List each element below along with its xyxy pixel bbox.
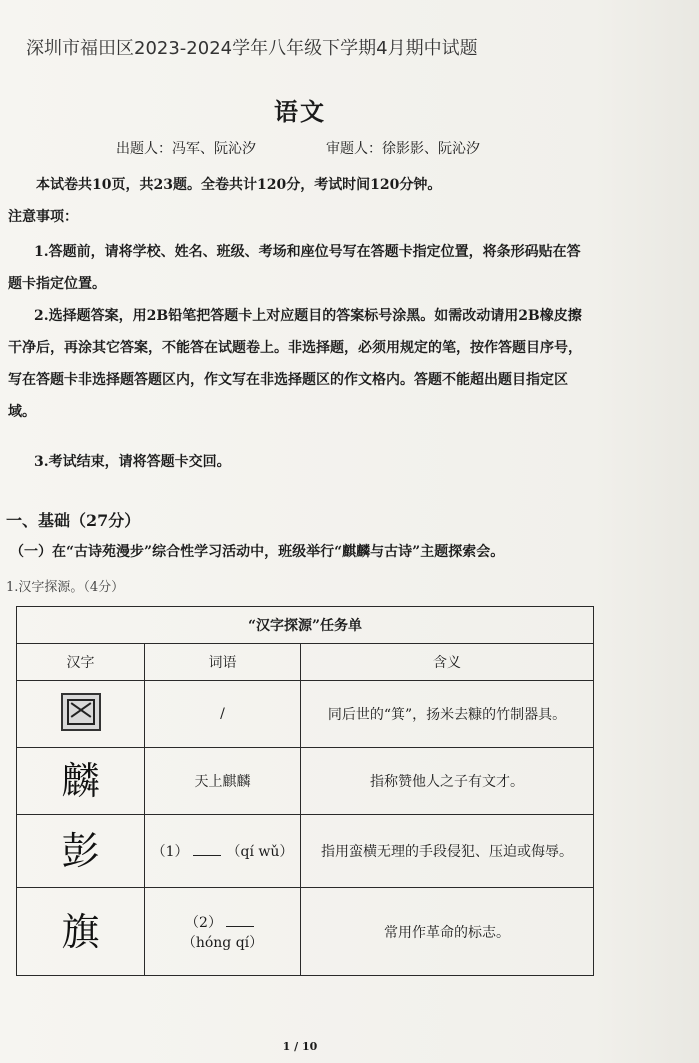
task-table xyxy=(16,606,594,976)
answer-blank-1[interactable] xyxy=(193,855,221,856)
glyph-cell xyxy=(17,681,145,748)
section-title: 一、基础（27分） xyxy=(6,511,141,530)
meaning-cell: 指称赞他人之子有文才。 xyxy=(301,748,594,815)
header-meaning: 含义 xyxy=(301,644,594,681)
exam-intro: 本试卷共10页，共23题。全卷共计120分，考试时间120分钟。 xyxy=(36,177,442,193)
pinyin-hint: （qí wǔ） xyxy=(226,844,294,860)
glyph-cell xyxy=(17,888,145,976)
seal-glyph-qi: 旗 xyxy=(61,909,100,954)
word-cell: / xyxy=(145,681,301,748)
glyph-cell xyxy=(17,748,145,815)
subject-title: 语文 xyxy=(274,97,326,126)
notes-title: 注意事项： xyxy=(8,209,78,225)
table-row xyxy=(17,681,594,748)
glyph-cell xyxy=(17,815,145,888)
word-cell xyxy=(145,888,301,976)
header-glyph: 汉字 xyxy=(17,644,145,681)
header-word: 词语 xyxy=(145,644,301,681)
notes-list xyxy=(8,236,588,478)
setters-line xyxy=(116,138,480,158)
seal-glyph-peng: 彭 xyxy=(61,829,100,873)
seal-glyph-lin: 麟 xyxy=(61,759,100,803)
answer-blank-2[interactable] xyxy=(226,926,254,927)
pinyin-hint: （hóng qí） xyxy=(181,934,264,951)
question-1: 1.汉字探源。（4分） xyxy=(6,580,125,595)
source-title: 深圳市福田区2023-2024学年八年级下学期4月期中试题 xyxy=(26,38,478,59)
blank-number: （1） xyxy=(151,844,189,860)
page-number: 1 / 10 xyxy=(282,1040,318,1053)
table-row xyxy=(17,888,594,976)
activity-intro: （一）在“古诗苑漫步”综合性学习活动中，班级举行“麒麟与古诗”主题探索会。 xyxy=(10,544,505,560)
word-cell xyxy=(145,815,301,888)
note-item-3: 3.考试结束，请将答题卡交回。 xyxy=(34,454,231,470)
table-row xyxy=(17,748,594,815)
blank-number: （2） xyxy=(185,914,222,931)
word-cell: 天上麒麟 xyxy=(145,748,301,815)
note-item-2: 2.选择题答案，用2B铅笔把答题卡上对应题目的答案标号涂黑。如需改动请用2B橡皮擦干净后，再涂其它答案，不能答在试题卷上。非选择题，必须用规定的笔，按作答题目序号，写在答题卡非选择题答题区内，作文写在非选择题区的作文格内。答题不能超出题目指定区域。 xyxy=(8,308,582,420)
meaning-cell: 常用作革命的标志。 xyxy=(301,888,594,976)
meaning-cell: 指用蛮横无理的手段侵犯、压迫或侮辱。 xyxy=(301,815,594,888)
table-caption: “汉字探源”任务单 xyxy=(17,607,594,644)
table-row xyxy=(17,815,594,888)
note-item-1: 1.答题前，请将学校、姓名、班级、考场和座位号写在答题卡指定位置，将条形码贴在答题卡指定位置。 xyxy=(8,244,581,292)
author-label: 出题人：冯军、阮沁汐 xyxy=(116,141,256,157)
seal-glyph-ji xyxy=(61,693,101,731)
reviewer-label: 审题人：徐影影、阮沁汐 xyxy=(326,141,480,157)
meaning-cell: 同后世的“箕”，扬米去糠的竹制器具。 xyxy=(301,681,594,748)
